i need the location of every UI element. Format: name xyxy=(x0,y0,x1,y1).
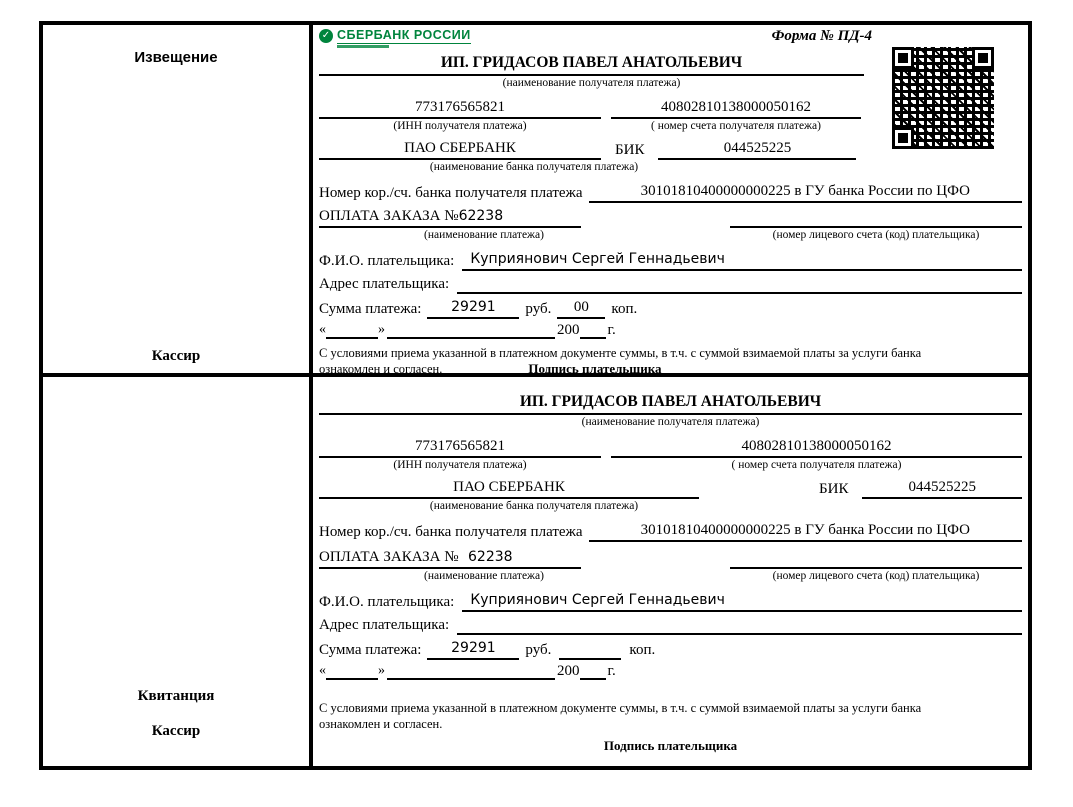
inn-caption: (ИНН получателя платежа) xyxy=(393,120,527,132)
sberbank-logo-slogan xyxy=(337,45,389,48)
sberbank-logo xyxy=(319,28,471,48)
date-row xyxy=(319,662,964,680)
form-number-label: Форма № ПД-4 xyxy=(771,28,872,44)
date-day-field xyxy=(326,337,378,339)
sum-field: 29291 xyxy=(427,639,519,660)
sberbank-logo-text: СБЕРБАНК РОССИИ xyxy=(337,28,471,42)
date-row xyxy=(319,321,962,339)
recipient-name: ИП. ГРИДАСОВ ПАВЕЛ АНАТОЛЬЕВИЧ xyxy=(319,393,1022,415)
inn-caption: (ИНН получателя платежа) xyxy=(393,459,527,471)
corr-account-row xyxy=(319,521,1022,542)
qr-finder-topleft-icon xyxy=(892,47,914,69)
bank-name-field: ПАО СБЕРБАНК xyxy=(319,139,601,160)
quote-close: » xyxy=(378,322,385,337)
notice-stub-cell xyxy=(43,25,313,373)
payment-sum-row xyxy=(319,639,1022,660)
date-day-field xyxy=(326,678,378,680)
kop-field xyxy=(559,658,621,660)
sum-label: Сумма платежа: xyxy=(319,642,422,658)
notice-cashier-label: Кассир xyxy=(151,348,201,364)
signature-label: Подпись плательщика xyxy=(528,361,662,376)
rub-label: руб. xyxy=(525,642,552,658)
date-year-prefix: 200 xyxy=(557,663,580,679)
payer-name-row xyxy=(319,591,1022,612)
payment-name-caption: (наименование платежа) xyxy=(424,229,544,241)
payment-name-captions xyxy=(319,569,1022,583)
agreement-line2: ознакомлен и согласен. xyxy=(319,362,443,376)
order-number: 62238 xyxy=(463,549,513,565)
notice-main-cell xyxy=(313,25,1028,376)
payer-name-label: Ф.И.О. плательщика: xyxy=(319,594,455,610)
payment-name-row xyxy=(319,548,1022,569)
personal-account-field xyxy=(730,208,1022,228)
qr-finder-topright-icon xyxy=(972,47,994,69)
bik-field: 044525225 xyxy=(862,478,1022,499)
payment-name-captions xyxy=(319,228,1022,242)
order-label: ОПЛАТА ЗАКАЗА № xyxy=(319,208,459,224)
payment-name-field xyxy=(319,207,581,228)
quote-open: « xyxy=(319,663,326,678)
agreement-line2-row xyxy=(319,361,1022,377)
bik-label: БИК xyxy=(819,481,849,497)
date-month-field xyxy=(387,678,555,680)
personal-account-caption: (номер лицевого счета (код) плательщика) xyxy=(772,229,980,241)
sum-field: 29291 xyxy=(427,298,519,319)
payer-address-label: Адрес плательщика: xyxy=(319,276,450,292)
payer-address-row xyxy=(319,275,1022,294)
receipt-section xyxy=(43,377,1028,766)
rub-label: руб. xyxy=(525,301,552,317)
payer-name-field: Куприянович Сергей Геннадьевич xyxy=(462,250,1022,271)
inn-field: 773176565821 xyxy=(319,437,601,458)
payment-name-caption: (наименование платежа) xyxy=(424,570,544,582)
payer-name-label: Ф.И.О. плательщика: xyxy=(319,253,455,269)
bank-caption: (наименование банка получателя платежа) xyxy=(429,161,639,173)
kop-label: коп. xyxy=(611,301,638,317)
bank-caption: (наименование банка получателя платежа) xyxy=(429,500,639,512)
sberbank-circle-icon: ✓ xyxy=(319,29,333,43)
account-caption: ( номер счета получателя платежа) xyxy=(731,459,902,471)
account-field: 40802810138000050162 xyxy=(611,98,861,119)
agreement-line2: ознакомлен и согласен. xyxy=(319,717,443,731)
payer-address-row xyxy=(319,616,1022,635)
payment-name-field xyxy=(319,548,581,569)
kop-label: коп. xyxy=(629,642,656,658)
payer-name-row xyxy=(319,250,1022,271)
date-year-suffix: г. xyxy=(607,322,616,338)
corr-field: 30101810400000000225 в ГУ банка России по ЦФО xyxy=(589,521,1022,542)
payer-address-label: Адрес плательщика: xyxy=(319,617,450,633)
account-caption: ( номер счета получателя платежа) xyxy=(651,120,821,132)
corr-field: 30101810400000000225 в ГУ банка России по ЦФО xyxy=(589,182,1022,203)
date-year-prefix: 200 xyxy=(557,322,580,338)
payment-name-row xyxy=(319,207,1022,228)
quote-open: « xyxy=(319,322,326,337)
date-year-suffix: г. xyxy=(607,663,616,679)
receipt-stub-cell xyxy=(43,377,313,766)
corr-account-row xyxy=(319,182,1022,203)
order-number: 62238 xyxy=(458,208,504,224)
kop-field: 00 xyxy=(557,298,605,319)
corr-label: Номер кор./сч. банка получателя платежа xyxy=(319,185,583,201)
notice-recipient-block xyxy=(319,54,864,90)
sum-label: Сумма платежа: xyxy=(319,301,422,317)
date-year-field xyxy=(580,337,606,339)
inn-field: 773176565821 xyxy=(319,98,601,119)
date-year-field xyxy=(580,678,606,680)
recipient-caption: (наименование получателя платежа) xyxy=(581,416,760,428)
personal-account-field xyxy=(730,549,1022,569)
recipient-caption: (наименование получателя платежа) xyxy=(502,77,681,89)
payer-name-field: Куприянович Сергей Геннадьевич xyxy=(462,591,1022,612)
corr-label: Номер кор./сч. банка получателя платежа xyxy=(319,524,583,540)
receipt-recipient-block xyxy=(319,393,1022,429)
form-outer-box xyxy=(39,21,1032,770)
qr-code xyxy=(892,47,994,149)
quote-close: » xyxy=(378,663,385,678)
bank-name-field: ПАО СБЕРБАНК xyxy=(319,478,699,499)
account-field: 40802810138000050162 xyxy=(611,437,1022,458)
bik-label: БИК xyxy=(615,142,645,158)
personal-account-caption: (номер лицевого счета (код) плательщика) xyxy=(772,570,980,582)
bik-field: 044525225 xyxy=(658,139,856,160)
payer-address-field xyxy=(457,633,1022,635)
agreement-line1: С условиями приема указанной в платежном документе суммы, в т.ч. с суммой взимаемой платы за услуги банка xyxy=(319,701,922,715)
receipt-stub-title: Квитанция xyxy=(137,688,215,704)
bank-bik-row xyxy=(319,478,1022,499)
signature-label: Подпись плательщика xyxy=(603,738,738,753)
date-month-field xyxy=(387,337,555,339)
notice-stub-title: Извещение xyxy=(134,49,218,66)
qr-finder-bottomleft-icon xyxy=(892,127,914,149)
receipt-main-cell xyxy=(313,377,1028,766)
recipient-name: ИП. ГРИДАСОВ ПАВЕЛ АНАТОЛЬЕВИЧ xyxy=(319,54,864,76)
receipt-cashier-label: Кассир xyxy=(151,723,201,739)
agreement-line1: С условиями приема указанной в платежном документе суммы, в т.ч. с суммой взимаемой платы за услуги банка xyxy=(319,346,922,360)
order-label: ОПЛАТА ЗАКАЗА № xyxy=(319,549,459,565)
payment-sum-row xyxy=(319,298,1022,319)
payer-address-field xyxy=(457,292,1022,294)
inn-account-row xyxy=(319,437,1022,458)
inn-account-captions xyxy=(319,458,1022,472)
notice-section xyxy=(43,25,1028,377)
